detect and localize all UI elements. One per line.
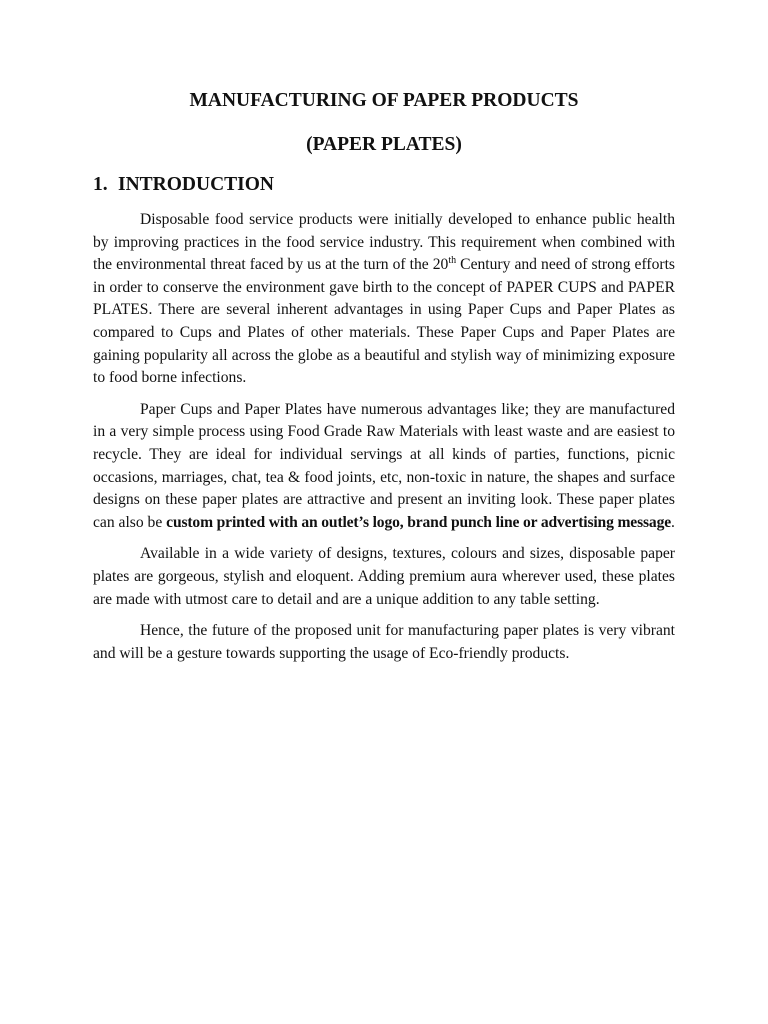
paragraph-2 (93, 399, 675, 535)
superscript-th: th (448, 255, 457, 267)
paragraph-1 (93, 209, 675, 390)
section-title: INTRODUCTION (118, 174, 275, 195)
section-heading (93, 172, 675, 198)
paragraph-2-text-a: Paper Cups and Paper Plates have numerous advantages like; they are manufactured in a very simple process using Food Grade Raw Materials with least waste and are easiest to recycle. They are ideal for individual servings at all kinds of parties, functions, picnic occasions, marriages, chat, tea & food joints, etc, non-toxic in nature, the shapes and surface designs on these paper plates are attractive and present an inviting look. These paper plates can also be (93, 400, 675, 531)
document-title: MANUFACTURING OF PAPER PRODUCTS (189, 90, 579, 111)
paragraph-1-text-a: Disposable food service products were initially developed to enhance public health by improving practices in the food service industry. This requirement when combined with the environmental threat faced by us at the turn of the 20 (93, 211, 675, 274)
paragraph-4: Hence, the future of the proposed unit for manufacturing paper plates is very vibrant and will be a gesture towards supporting the usage of Eco-friendly products. (93, 622, 675, 662)
paragraph-3: Available in a wide variety of designs, textures, colours and sizes, disposable paper plates are gorgeous, stylish and eloquent. Adding premium aura wherever used, these plates are made with utmost care to detail and are a unique addition to any table setting. (93, 545, 675, 608)
section-number: 1. (93, 174, 108, 195)
paragraph-2-text-b: . (670, 513, 675, 531)
paragraph-1-text-b: Century and need of strong efforts in order to conserve the environment gave birth to the concept of PAPER CUPS and PAPER PLATES. There are several inherent advantages in using Paper Cups and Paper Plates as compared to Cups and Plates of other materials. These Paper Cups and Paper Plates are gaining popularity all across the globe as a beautiful and stylish way of minimizing exposure to food borne infections. (93, 256, 675, 387)
document-subtitle: (PAPER PLATES) (306, 134, 462, 155)
paragraph-2-bold-text: custom printed with an outlet’s logo, brand punch line or advertising message (166, 513, 671, 531)
document-page (93, 86, 675, 665)
